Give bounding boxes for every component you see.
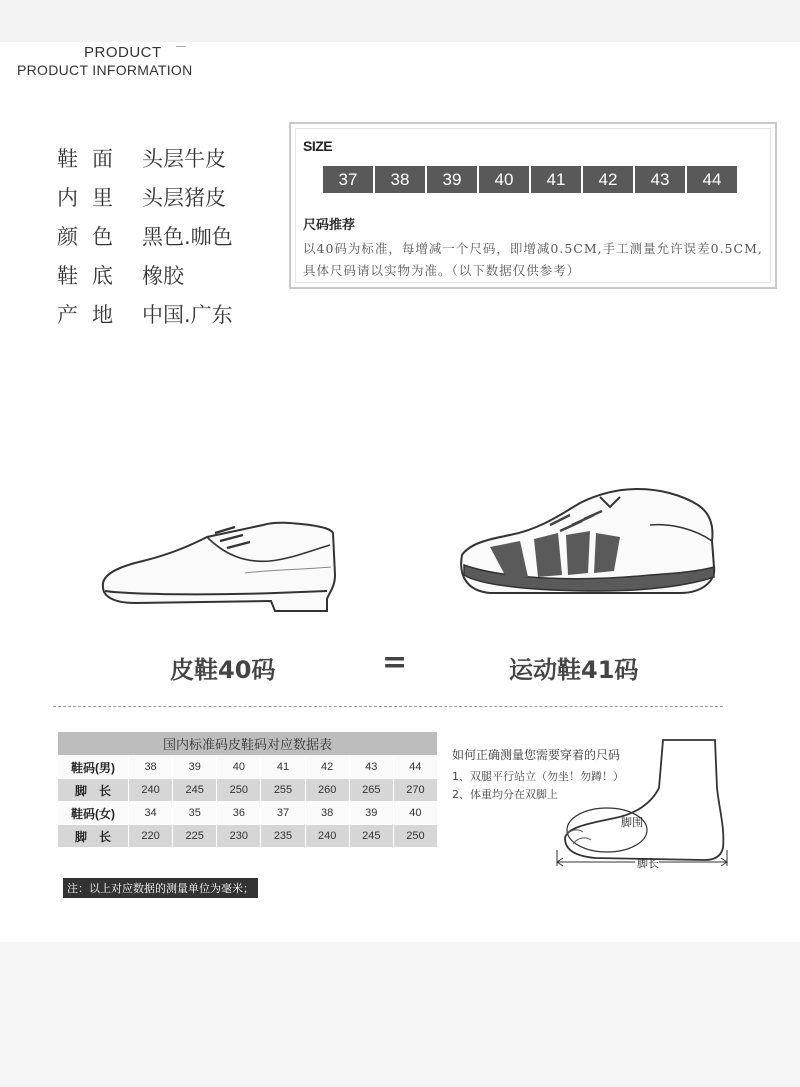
table-cell: 220 — [129, 825, 173, 848]
leather-shoe-icon — [95, 515, 340, 615]
table-cell: 225 — [173, 825, 217, 848]
table-cell: 35 — [173, 802, 217, 825]
spec-row-sole — [57, 257, 233, 296]
table-cell: 245 — [173, 779, 217, 802]
table-cell: 36 — [217, 802, 261, 825]
table-cell: 245 — [349, 825, 393, 848]
spec-row-color — [57, 218, 233, 257]
spec-value: 头层牛皮 — [142, 147, 226, 171]
table-cell: 235 — [261, 825, 305, 848]
table-cell: 44 — [393, 756, 437, 779]
size-recommendation-text: 以40码为标准，每增减一个尺码，即增减0.5CM,手工测量允许误差0.5CM,具体尺码请以实物为准。（以下数据仅供参考） — [303, 241, 763, 278]
table-row-label: 鞋码(男) — [58, 756, 129, 779]
table-cell: 41 — [261, 756, 305, 779]
table-row — [58, 825, 438, 848]
table-cell: 43 — [349, 756, 393, 779]
table-row-label: 脚 长 — [58, 825, 129, 848]
table-cell: 250 — [217, 779, 261, 802]
table-cell: 40 — [393, 802, 437, 825]
spec-label: 颜色 — [57, 225, 127, 249]
sneaker-size-label: 运动鞋41码 — [509, 656, 639, 684]
size-cell: 44 — [687, 166, 737, 193]
table-cell: 40 — [217, 756, 261, 779]
table-cell: 42 — [305, 756, 349, 779]
sneaker-icon — [450, 485, 722, 607]
measure-step-2: 2、体重均分在双脚上 — [452, 788, 558, 801]
foot-girth-label: 脚围 — [621, 816, 643, 829]
spec-label: 鞋底 — [57, 264, 127, 288]
spec-label: 产地 — [57, 303, 127, 327]
table-cell: 250 — [393, 825, 437, 848]
size-cell: 38 — [375, 166, 425, 193]
spec-row-upper — [57, 140, 233, 179]
header-product-information: PRODUCT INFORMATION — [17, 62, 193, 78]
size-cell: 40 — [479, 166, 529, 193]
spec-label: 鞋面 — [57, 147, 127, 171]
table-row-label: 鞋码(女) — [58, 802, 129, 825]
size-recommendation-title: 尺码推荐 — [303, 218, 356, 233]
table-cell: 39 — [349, 802, 393, 825]
equals-sign: = — [382, 645, 408, 680]
table-cell: 38 — [129, 756, 173, 779]
table-row — [58, 802, 438, 825]
size-data-table — [57, 731, 438, 848]
spec-value: 中国.广东 — [142, 303, 233, 327]
size-cell: 41 — [531, 166, 581, 193]
dashed-divider — [53, 706, 723, 707]
table-cell: 265 — [349, 779, 393, 802]
header-product: PRODUCT — [84, 44, 162, 61]
spec-label: 内里 — [57, 186, 127, 210]
table-row — [58, 756, 438, 779]
table-cell: 260 — [305, 779, 349, 802]
table-cell: 39 — [173, 756, 217, 779]
table-cell: 34 — [129, 802, 173, 825]
table-cell: 255 — [261, 779, 305, 802]
measure-step-1: 1、双腿平行站立（勿坐！勿蹲！） — [452, 770, 624, 783]
spec-value: 黑色.咖色 — [142, 225, 233, 249]
bottom-band — [0, 942, 800, 1087]
table-cell: 270 — [393, 779, 437, 802]
size-cells — [323, 166, 739, 193]
size-chart-box — [289, 122, 777, 289]
table-cell: 240 — [129, 779, 173, 802]
measure-guide-title: 如何正确测量您需要穿着的尺码 — [452, 748, 621, 762]
spec-value: 橡胶 — [142, 264, 184, 288]
foot-length-label: 脚长 — [637, 857, 659, 870]
table-cell: 230 — [217, 825, 261, 848]
spec-value: 头层猪皮 — [142, 186, 226, 210]
size-cell: 43 — [635, 166, 685, 193]
table-cell: 38 — [305, 802, 349, 825]
size-cell: 37 — [323, 166, 373, 193]
leather-shoe-size-label: 皮鞋40码 — [170, 656, 276, 684]
top-band — [0, 0, 800, 42]
size-cell: 39 — [427, 166, 477, 193]
spec-list — [57, 140, 233, 335]
table-row-label: 脚 长 — [58, 779, 129, 802]
spec-row-lining — [57, 179, 233, 218]
spec-row-origin — [57, 296, 233, 335]
table-title: 国内标准码皮鞋码对应数据表 — [58, 732, 438, 756]
header-accent-line — [176, 46, 186, 47]
size-title: SIZE — [303, 138, 333, 154]
table-cell: 240 — [305, 825, 349, 848]
unit-note: 注：以上对应数据的测量单位为毫米； — [63, 878, 258, 898]
table-row — [58, 779, 438, 802]
table-cell: 37 — [261, 802, 305, 825]
size-cell: 42 — [583, 166, 633, 193]
foot-diagram-icon — [555, 738, 735, 873]
table-title-row — [58, 732, 438, 756]
